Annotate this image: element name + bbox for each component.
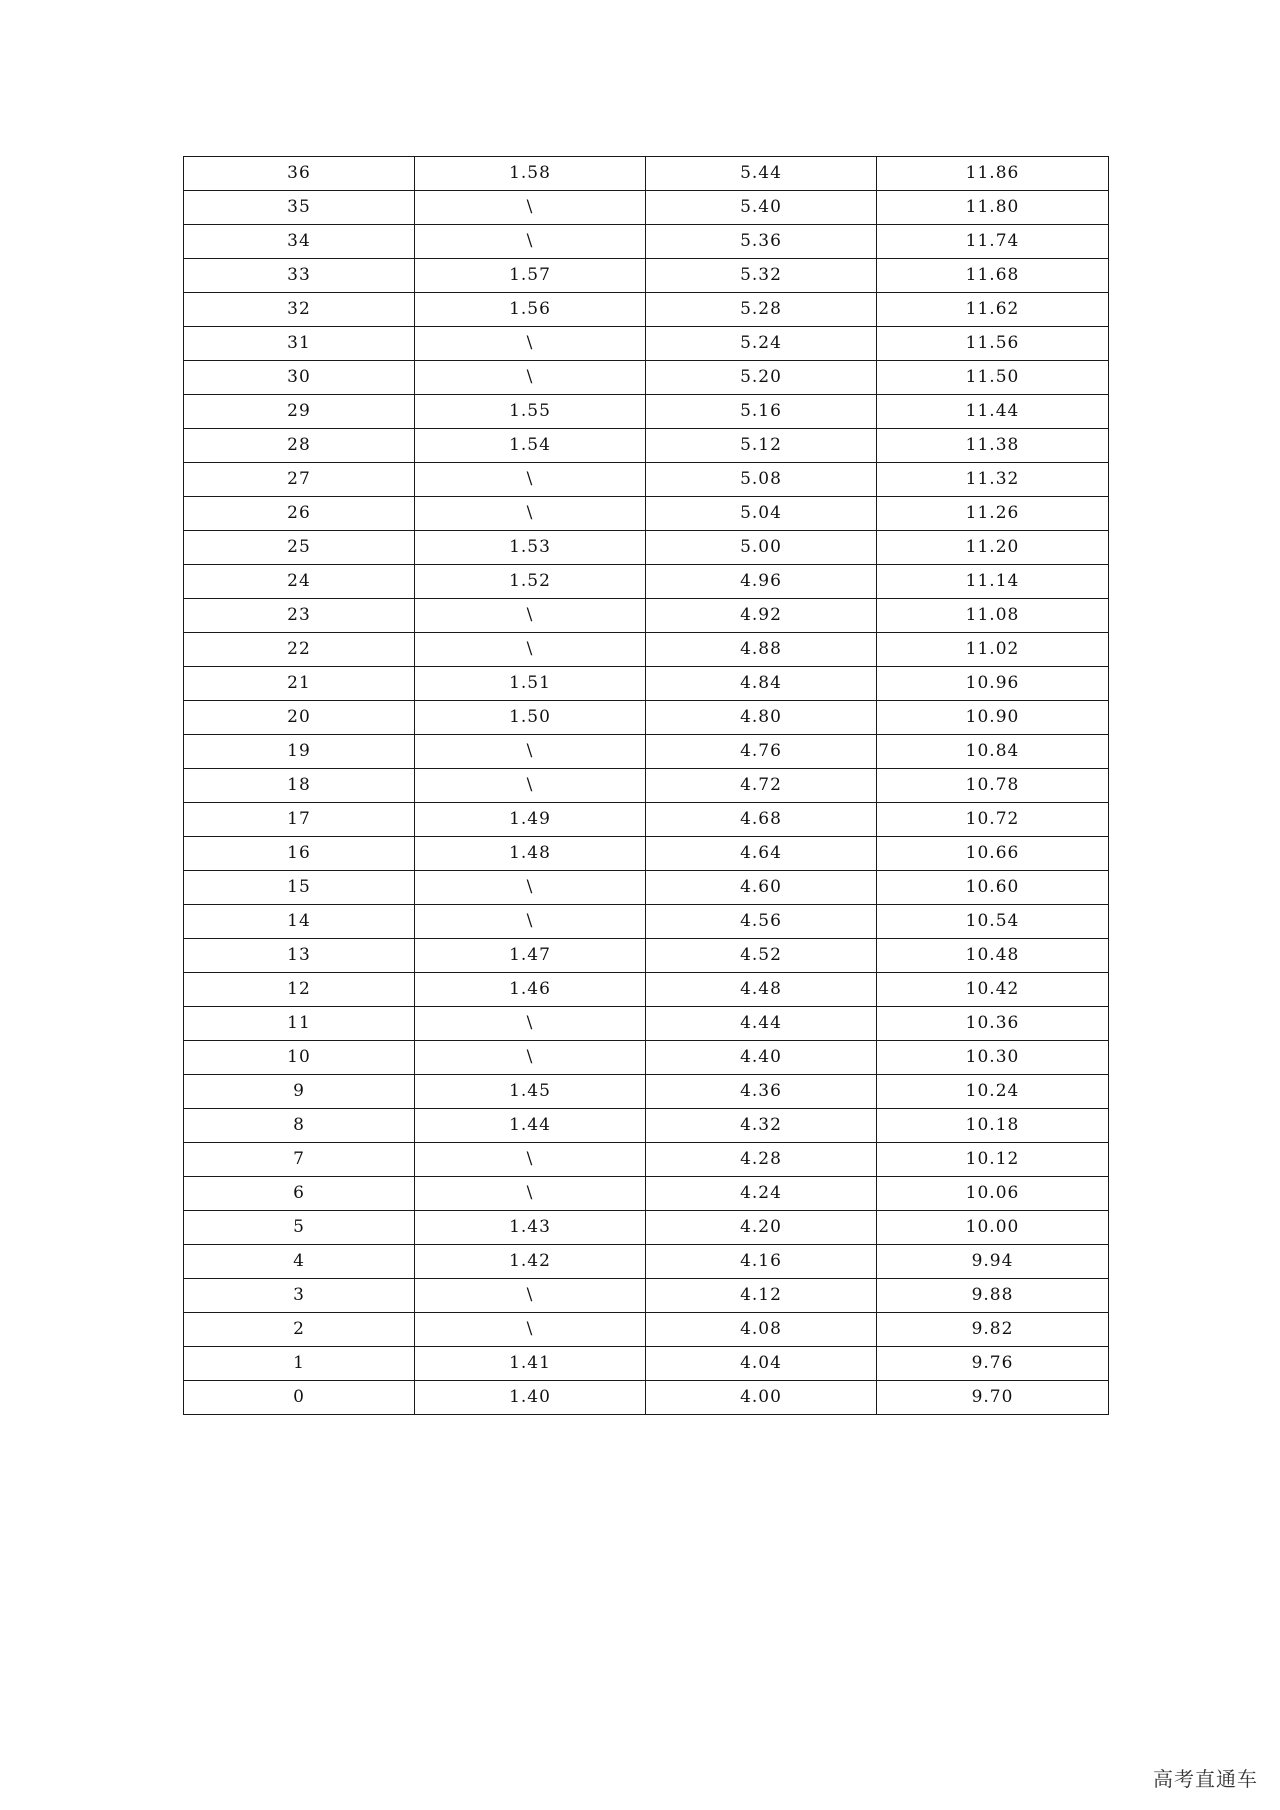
table-cell-score: 29 <box>184 395 415 429</box>
table-cell-value-c: 11.86 <box>877 157 1109 191</box>
table-row <box>184 1109 1109 1143</box>
table-cell-score: 36 <box>184 157 415 191</box>
watermark-text: 高考直通车 <box>1153 1767 1258 1791</box>
table-cell-score: 13 <box>184 939 415 973</box>
table-row <box>184 837 1109 871</box>
score-table-body <box>184 157 1109 1415</box>
table-cell-value-a: \ <box>415 497 646 531</box>
table-cell-score: 1 <box>184 1347 415 1381</box>
table-row <box>184 191 1109 225</box>
table-cell-value-a: \ <box>415 871 646 905</box>
table-cell-score: 14 <box>184 905 415 939</box>
table-cell-value-c: 11.62 <box>877 293 1109 327</box>
table-cell-value-a: \ <box>415 1177 646 1211</box>
table-cell-value-c: 9.70 <box>877 1381 1109 1415</box>
table-cell-value-b: 5.08 <box>646 463 877 497</box>
table-cell-value-c: 11.26 <box>877 497 1109 531</box>
table-cell-value-a: 1.51 <box>415 667 646 701</box>
table-cell-value-b: 4.08 <box>646 1313 877 1347</box>
table-cell-value-a: \ <box>415 735 646 769</box>
table-cell-value-b: 5.24 <box>646 327 877 361</box>
table-cell-value-c: 10.84 <box>877 735 1109 769</box>
table-cell-value-c: 9.88 <box>877 1279 1109 1313</box>
table-cell-value-b: 4.28 <box>646 1143 877 1177</box>
table-row <box>184 1075 1109 1109</box>
table-cell-score: 6 <box>184 1177 415 1211</box>
table-cell-value-a: \ <box>415 463 646 497</box>
table-cell-value-c: 9.76 <box>877 1347 1109 1381</box>
table-cell-score: 3 <box>184 1279 415 1313</box>
table-cell-value-a: 1.54 <box>415 429 646 463</box>
table-cell-score: 10 <box>184 1041 415 1075</box>
table-cell-value-c: 11.50 <box>877 361 1109 395</box>
table-row <box>184 395 1109 429</box>
table-cell-value-b: 4.24 <box>646 1177 877 1211</box>
table-cell-value-b: 4.92 <box>646 599 877 633</box>
table-cell-value-a: 1.49 <box>415 803 646 837</box>
table-cell-value-a: \ <box>415 191 646 225</box>
table-row <box>184 1279 1109 1313</box>
table-row <box>184 1347 1109 1381</box>
table-cell-value-b: 4.00 <box>646 1381 877 1415</box>
table-cell-score: 5 <box>184 1211 415 1245</box>
table-cell-value-b: 4.32 <box>646 1109 877 1143</box>
table-row <box>184 429 1109 463</box>
table-cell-value-c: 11.02 <box>877 633 1109 667</box>
table-cell-value-c: 10.78 <box>877 769 1109 803</box>
table-cell-value-c: 10.90 <box>877 701 1109 735</box>
table-cell-value-b: 4.60 <box>646 871 877 905</box>
table-row <box>184 327 1109 361</box>
table-row <box>184 497 1109 531</box>
table-cell-score: 30 <box>184 361 415 395</box>
table-cell-value-a: 1.41 <box>415 1347 646 1381</box>
table-cell-value-b: 4.48 <box>646 973 877 1007</box>
table-cell-value-c: 11.74 <box>877 225 1109 259</box>
table-row <box>184 803 1109 837</box>
table-cell-value-a: 1.50 <box>415 701 646 735</box>
table-cell-value-a: \ <box>415 225 646 259</box>
table-cell-value-a: 1.52 <box>415 565 646 599</box>
table-row <box>184 939 1109 973</box>
table-cell-score: 8 <box>184 1109 415 1143</box>
table-cell-value-b: 5.28 <box>646 293 877 327</box>
table-row <box>184 1245 1109 1279</box>
table-row <box>184 1007 1109 1041</box>
table-cell-value-b: 4.12 <box>646 1279 877 1313</box>
table-cell-value-a: \ <box>415 1143 646 1177</box>
table-cell-score: 26 <box>184 497 415 531</box>
table-cell-value-b: 4.76 <box>646 735 877 769</box>
table-cell-score: 35 <box>184 191 415 225</box>
table-row <box>184 259 1109 293</box>
table-cell-value-a: \ <box>415 1279 646 1313</box>
table-row <box>184 871 1109 905</box>
table-cell-score: 31 <box>184 327 415 361</box>
table-cell-value-b: 5.20 <box>646 361 877 395</box>
table-cell-value-b: 4.72 <box>646 769 877 803</box>
table-cell-value-c: 10.12 <box>877 1143 1109 1177</box>
table-row <box>184 463 1109 497</box>
table-cell-score: 12 <box>184 973 415 1007</box>
table-cell-value-c: 10.60 <box>877 871 1109 905</box>
table-cell-value-a: 1.48 <box>415 837 646 871</box>
table-row <box>184 1313 1109 1347</box>
table-cell-value-a: 1.42 <box>415 1245 646 1279</box>
table-cell-value-b: 5.16 <box>646 395 877 429</box>
table-cell-value-a: \ <box>415 905 646 939</box>
table-cell-value-c: 11.32 <box>877 463 1109 497</box>
table-cell-value-c: 11.68 <box>877 259 1109 293</box>
table-row <box>184 973 1109 1007</box>
table-cell-value-c: 11.14 <box>877 565 1109 599</box>
table-cell-value-c: 10.42 <box>877 973 1109 1007</box>
table-cell-score: 11 <box>184 1007 415 1041</box>
table-row <box>184 905 1109 939</box>
table-row <box>184 531 1109 565</box>
table-row <box>184 293 1109 327</box>
table-cell-value-a: 1.47 <box>415 939 646 973</box>
table-cell-score: 32 <box>184 293 415 327</box>
table-cell-value-b: 4.36 <box>646 1075 877 1109</box>
table-cell-value-a: 1.44 <box>415 1109 646 1143</box>
table-cell-value-b: 5.12 <box>646 429 877 463</box>
table-cell-score: 20 <box>184 701 415 735</box>
table-cell-value-c: 10.36 <box>877 1007 1109 1041</box>
table-cell-value-c: 11.44 <box>877 395 1109 429</box>
table-cell-value-b: 5.04 <box>646 497 877 531</box>
table-cell-value-a: \ <box>415 361 646 395</box>
table-cell-value-c: 11.80 <box>877 191 1109 225</box>
score-table <box>183 156 1109 1415</box>
table-cell-value-b: 4.04 <box>646 1347 877 1381</box>
table-row <box>184 1143 1109 1177</box>
table-cell-value-b: 4.52 <box>646 939 877 973</box>
table-cell-score: 24 <box>184 565 415 599</box>
table-row <box>184 361 1109 395</box>
table-cell-score: 9 <box>184 1075 415 1109</box>
table-cell-value-c: 10.18 <box>877 1109 1109 1143</box>
table-cell-value-b: 5.44 <box>646 157 877 191</box>
table-cell-value-a: 1.45 <box>415 1075 646 1109</box>
table-cell-score: 33 <box>184 259 415 293</box>
table-cell-value-a: \ <box>415 599 646 633</box>
table-cell-score: 19 <box>184 735 415 769</box>
table-cell-value-a: 1.40 <box>415 1381 646 1415</box>
table-cell-value-a: \ <box>415 633 646 667</box>
table-cell-value-c: 10.24 <box>877 1075 1109 1109</box>
table-cell-value-c: 10.96 <box>877 667 1109 701</box>
table-cell-value-b: 4.16 <box>646 1245 877 1279</box>
table-cell-value-c: 9.94 <box>877 1245 1109 1279</box>
table-cell-value-a: 1.55 <box>415 395 646 429</box>
table-row <box>184 633 1109 667</box>
table-cell-value-c: 10.72 <box>877 803 1109 837</box>
table-cell-value-a: 1.57 <box>415 259 646 293</box>
table-cell-value-b: 4.20 <box>646 1211 877 1245</box>
table-cell-value-b: 4.64 <box>646 837 877 871</box>
table-cell-value-a: 1.46 <box>415 973 646 1007</box>
table-cell-value-a: 1.53 <box>415 531 646 565</box>
table-cell-value-a: \ <box>415 1041 646 1075</box>
table-cell-value-c: 10.00 <box>877 1211 1109 1245</box>
table-cell-value-b: 5.00 <box>646 531 877 565</box>
table-cell-score: 0 <box>184 1381 415 1415</box>
table-cell-score: 21 <box>184 667 415 701</box>
table-cell-score: 16 <box>184 837 415 871</box>
table-cell-value-c: 10.66 <box>877 837 1109 871</box>
table-cell-score: 7 <box>184 1143 415 1177</box>
table-cell-value-a: \ <box>415 769 646 803</box>
table-cell-score: 4 <box>184 1245 415 1279</box>
table-cell-score: 34 <box>184 225 415 259</box>
table-cell-value-b: 4.88 <box>646 633 877 667</box>
table-cell-value-a: 1.58 <box>415 157 646 191</box>
table-cell-value-c: 10.30 <box>877 1041 1109 1075</box>
table-cell-value-c: 11.56 <box>877 327 1109 361</box>
table-row <box>184 1381 1109 1415</box>
table-row <box>184 225 1109 259</box>
table-cell-value-b: 4.56 <box>646 905 877 939</box>
table-row <box>184 1177 1109 1211</box>
table-row <box>184 701 1109 735</box>
table-cell-score: 27 <box>184 463 415 497</box>
table-row <box>184 565 1109 599</box>
table-row <box>184 769 1109 803</box>
table-cell-value-c: 11.08 <box>877 599 1109 633</box>
table-cell-value-c: 11.38 <box>877 429 1109 463</box>
table-row <box>184 667 1109 701</box>
table-row <box>184 157 1109 191</box>
table-cell-value-b: 4.44 <box>646 1007 877 1041</box>
table-row <box>184 599 1109 633</box>
table-cell-value-b: 4.68 <box>646 803 877 837</box>
table-row <box>184 735 1109 769</box>
table-cell-score: 15 <box>184 871 415 905</box>
table-cell-score: 2 <box>184 1313 415 1347</box>
table-row <box>184 1211 1109 1245</box>
table-row <box>184 1041 1109 1075</box>
table-cell-value-c: 11.20 <box>877 531 1109 565</box>
table-cell-score: 17 <box>184 803 415 837</box>
table-cell-value-a: 1.43 <box>415 1211 646 1245</box>
table-cell-value-c: 9.82 <box>877 1313 1109 1347</box>
table-cell-value-b: 5.40 <box>646 191 877 225</box>
table-cell-value-a: \ <box>415 327 646 361</box>
table-cell-value-a: \ <box>415 1313 646 1347</box>
table-cell-score: 18 <box>184 769 415 803</box>
table-cell-value-b: 5.32 <box>646 259 877 293</box>
table-cell-value-b: 4.96 <box>646 565 877 599</box>
table-cell-value-c: 10.06 <box>877 1177 1109 1211</box>
table-cell-score: 22 <box>184 633 415 667</box>
table-cell-score: 28 <box>184 429 415 463</box>
table-cell-value-a: 1.56 <box>415 293 646 327</box>
table-cell-value-b: 5.36 <box>646 225 877 259</box>
table-cell-value-c: 10.54 <box>877 905 1109 939</box>
table-cell-score: 25 <box>184 531 415 565</box>
table-cell-value-b: 4.84 <box>646 667 877 701</box>
table-cell-value-c: 10.48 <box>877 939 1109 973</box>
table-cell-value-a: \ <box>415 1007 646 1041</box>
table-cell-score: 23 <box>184 599 415 633</box>
table-cell-value-b: 4.40 <box>646 1041 877 1075</box>
table-cell-value-b: 4.80 <box>646 701 877 735</box>
